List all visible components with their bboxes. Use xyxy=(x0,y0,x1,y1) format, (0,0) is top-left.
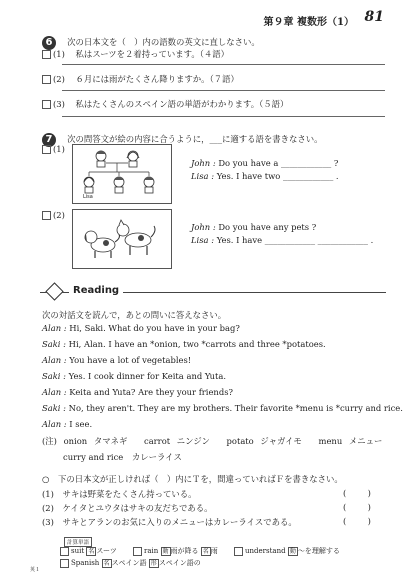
tf-item-3 xyxy=(42,516,297,528)
notes-label: (注) xyxy=(42,436,57,446)
vocab-row-1 xyxy=(60,546,340,556)
question-6-number: 6 xyxy=(42,36,56,50)
q6-item-2-text: ６月には雨がたくさん降りますか。（７語） xyxy=(75,74,239,84)
reading-diamond-icon xyxy=(45,282,63,300)
dialogue-text: Yes. I have two ____________ . xyxy=(216,171,339,181)
speaker-saki: Saki : xyxy=(42,339,66,349)
q7-item-1-number-wrap xyxy=(42,144,65,154)
dialogue-line-1 xyxy=(42,323,240,333)
speaker-alan: Alan : xyxy=(42,387,67,397)
part-of-speech-tag: 名 xyxy=(88,548,95,555)
tf-item-3-text: サキとアランのお気に入りのメニューはカレーライスである。 xyxy=(62,517,297,527)
checkbox-icon[interactable] xyxy=(42,211,51,220)
part-of-speech-tag: 動 xyxy=(289,548,296,555)
vocab-word: suit xyxy=(71,547,85,555)
tf-item-1-text: サキは野菜をたくさん持っている。 xyxy=(62,489,197,499)
tf-answer-box-2[interactable]: ( ) xyxy=(343,502,371,512)
speaker-saki: Saki : xyxy=(42,371,66,381)
checkbox-icon[interactable] xyxy=(42,145,51,154)
dialogue-line-5 xyxy=(42,387,233,397)
family-picture xyxy=(72,144,172,204)
note-meaning: タマネギ xyxy=(93,436,128,446)
dialogue-text: Yes. I cook dinner for Keita and Yuta. xyxy=(68,371,227,381)
checkbox-icon[interactable] xyxy=(42,75,51,84)
q6-item-1-number: (1) xyxy=(53,49,65,59)
checkbox-icon[interactable] xyxy=(234,547,243,556)
dialogue-text: No, they aren't. They are my brothers. Their favorite *menu is *curry and rice. xyxy=(68,403,403,413)
part-of-speech-tag: 名 xyxy=(202,548,209,555)
note-word: curry and rice xyxy=(63,452,124,462)
q6-item-3 xyxy=(42,98,288,110)
speaker-saki: Saki : xyxy=(42,403,66,413)
vocab-word: Spanish xyxy=(71,559,100,567)
dialogue-line-7 xyxy=(42,419,92,429)
answer-line[interactable] xyxy=(62,64,385,65)
q7-2-line-2 xyxy=(191,235,373,245)
vocab-meaning: 雨が降る xyxy=(170,547,199,555)
speaker-lisa: Lisa : xyxy=(191,235,215,245)
checkbox-icon[interactable] xyxy=(42,50,51,59)
speaker-john: John : xyxy=(191,222,216,232)
dialogue-text: Hi, Saki. What do you have in your bag? xyxy=(69,323,240,333)
chapter-title: 第９章 複数形（1） xyxy=(263,17,354,28)
vocab-meaning: スペイン語 xyxy=(111,559,147,567)
tf-answer-box-3[interactable]: ( ) xyxy=(343,516,371,526)
checkbox-icon[interactable] xyxy=(60,559,69,568)
vocab-word: understand xyxy=(245,547,286,555)
circle-bullet-icon: ○ xyxy=(42,474,50,484)
vocab-meaning: スペイン語の xyxy=(158,559,201,567)
tf-item-1 xyxy=(42,488,197,500)
tf-item-3-number: (3) xyxy=(42,517,54,527)
family-picture-caption: Lisa xyxy=(83,194,93,200)
note-meaning: ジャガイモ xyxy=(260,436,302,446)
checkbox-icon[interactable] xyxy=(60,547,69,556)
note-meaning: メニュー xyxy=(348,436,383,446)
q7-1-line-1 xyxy=(191,158,338,168)
q6-item-2-number: (2) xyxy=(53,74,65,84)
vocab-row-2 xyxy=(60,558,201,568)
speaker-alan: Alan : xyxy=(42,323,67,333)
pets-picture xyxy=(72,209,172,269)
part-of-speech-tag: 名 xyxy=(103,560,110,567)
note-word: potato xyxy=(226,436,254,446)
question-6-instruction: 次の日本文を（ ）内の語数の英文に直しなさい。 xyxy=(67,37,260,47)
tf-item-2-number: (2) xyxy=(42,503,54,513)
vocab-meaning: 雨 xyxy=(210,547,218,555)
tf-item-2 xyxy=(42,502,213,514)
dialogue-line-2 xyxy=(42,339,326,349)
dialogue-text: You have a lot of vegetables! xyxy=(69,355,192,365)
notes-row-2 xyxy=(63,451,182,463)
q7-item-2-number-wrap xyxy=(42,210,65,220)
note-word: carrot xyxy=(144,436,171,446)
question-7-number: 7 xyxy=(42,133,56,147)
dialogue-text: Yes. I have ____________ ____________ . xyxy=(216,235,374,245)
dialogue-text: Hi, Alan. I have an *onion, two *carrots and three *potatoes. xyxy=(68,339,326,349)
speaker-lisa: Lisa : xyxy=(191,171,215,181)
dialogue-text: I see. xyxy=(69,419,93,429)
tf-instruction-row xyxy=(42,473,343,485)
q6-item-3-text: 私はたくさんのスペイン語の単語がわかります。（５語） xyxy=(75,99,289,109)
checkbox-icon[interactable] xyxy=(42,100,51,109)
q6-item-3-number: (3) xyxy=(53,99,65,109)
q6-item-1-text: 私はスーツを２着持っています。（４語） xyxy=(75,49,230,59)
answer-line[interactable] xyxy=(62,90,385,91)
q6-item-1 xyxy=(42,48,229,60)
q7-2-line-1 xyxy=(191,222,316,232)
dialogue-text: Keita and Yuta? Are they your friends? xyxy=(69,387,233,397)
part-of-speech-tag: 動 xyxy=(162,548,169,555)
vocab-meaning: 〜を理解する xyxy=(297,547,340,555)
dogs-illustration xyxy=(73,210,171,268)
dialogue-line-6 xyxy=(42,403,403,413)
note-word: onion xyxy=(63,436,88,446)
note-word: menu xyxy=(318,436,343,446)
checkbox-icon[interactable] xyxy=(133,547,142,556)
tf-instruction: 下の日本文が正しければ（ ）内にＴを，間違っていればＦを書きなさい。 xyxy=(57,474,343,484)
tf-answer-box-1[interactable]: ( ) xyxy=(343,488,371,498)
note-meaning: カレーライス xyxy=(131,452,182,462)
notes-row-1 xyxy=(42,435,382,447)
vocab-word: rain xyxy=(144,547,159,555)
q7-1-line-2 xyxy=(191,171,339,181)
part-of-speech-tag: 形 xyxy=(150,560,157,567)
question-6-heading xyxy=(42,30,260,50)
reading-instruction: 次の対話文を読んで，あとの問いに答えなさい。 xyxy=(42,310,227,320)
footer-code: 英１ xyxy=(30,567,41,573)
dialogue-line-3 xyxy=(42,355,191,365)
vocab-title: 計算単語 xyxy=(64,537,92,547)
question-7-instruction: 次の問答文が絵の内容に合うように，___に適する語を書きなさい。 xyxy=(67,134,323,144)
dialogue-text: Do you have a ____________ ? xyxy=(218,158,339,168)
note-meaning: ニンジン xyxy=(176,436,210,446)
speaker-alan: Alan : xyxy=(42,355,67,365)
vocab-meaning: スーツ xyxy=(96,547,117,555)
answer-line[interactable] xyxy=(62,116,385,117)
q6-item-2 xyxy=(42,73,239,85)
dialogue-text: Do you have any pets ? xyxy=(218,222,317,232)
page-number: 81 xyxy=(364,9,384,25)
q7-item-1-number: (1) xyxy=(53,144,65,154)
tf-item-2-text: ケイタとユウタはサキの友だちである。 xyxy=(62,503,213,513)
q7-item-2-number: (2) xyxy=(53,210,65,220)
dialogue-line-4 xyxy=(42,371,226,381)
reading-title: Reading xyxy=(69,285,123,296)
speaker-alan: Alan : xyxy=(42,419,67,429)
tf-item-1-number: (1) xyxy=(42,489,54,499)
speaker-john: John : xyxy=(191,158,216,168)
